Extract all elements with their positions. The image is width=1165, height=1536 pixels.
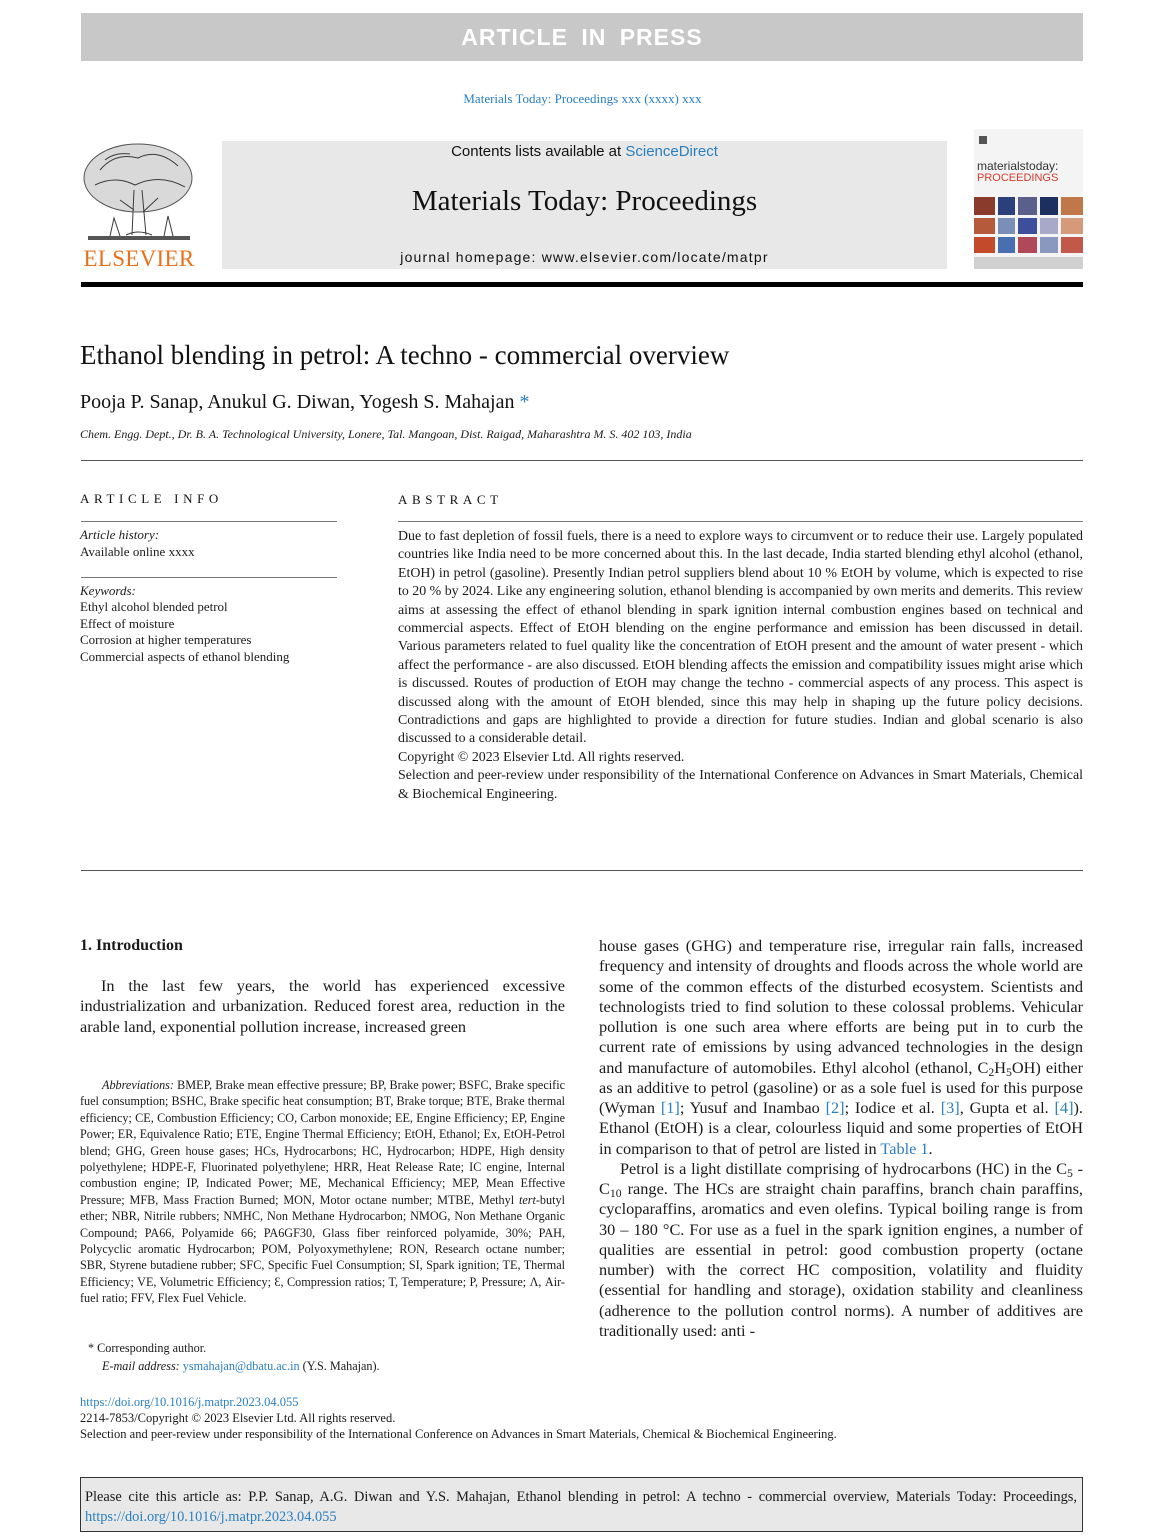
title-rule xyxy=(81,460,1083,461)
issn-line: 2214-7853/Copyright © 2023 Elsevier Ltd. All rights reserved. xyxy=(80,1411,396,1425)
history-value: Available online xxxx xyxy=(80,544,195,559)
authors-text: Pooja P. Sanap, Anukul G. Diwan, Yogesh S. Mahajan xyxy=(80,391,515,413)
doi-link[interactable]: https://doi.org/10.1016/j.matpr.2023.04.055 xyxy=(80,1395,299,1409)
info-rule-top xyxy=(81,521,337,522)
text-run: , Gupta et al. xyxy=(959,1098,1055,1117)
text-run: - C xyxy=(599,1158,1084,1198)
email-label: E-mail address: xyxy=(102,1359,180,1373)
cover-subtitle: PROCEEDINGS xyxy=(977,172,1059,184)
journal-masthead xyxy=(222,141,947,269)
banner-text: ARTICLE IN PRESS xyxy=(461,23,703,50)
affiliation: Chem. Engg. Dept., Dr. B. A. Technological University, Lonere, Tal. Mangoan, Dist. Raigad, Maharashtra M. S. 402 103, India xyxy=(80,427,692,441)
email-suffix: (Y.S. Mahajan). xyxy=(302,1359,380,1373)
corresponding-author-note xyxy=(88,1341,206,1356)
homepage-prefix: journal homepage: xyxy=(400,249,537,265)
text-run: range. The HCs are straight chain paraffins, branch chain paraffins, cycloparaffins, aromatics and even olefins. Typical boiling range is from 30 – 180 °C. For use as a fuel in the spark ignition engines, a number of qualities are essential in petrol: good combustion property (octane number) with the correct HC composition, volatility and fluidity (essential for handling and storage), oxidation stability and cleanliness (adherence to the pollution control norms). A number of additives are traditionally used: anti - xyxy=(599,1179,1083,1340)
citation-link[interactable]: [1] xyxy=(660,1098,680,1117)
journal-cover-thumbnail xyxy=(974,129,1083,269)
abbrev-text-2: -butyl ether; NBR, Nitrile rubbers; NMHC, Non Methane Hydrocarbon; NMOG, Non Methane Organic Compound; PA66, Polyamide 66; PA6GF30, Glass fiber reinforced polyamide, 30%; PAH, Polycyclic aromatic Hydrocarbon; POM, Polyoxymethylene; RON, Research octane number; SBR, Styrene butadiene rubber; SFC, Specific Fuel Consumption; SI, Spark ignition; TE, Thermal Efficiency; VE, Volumetric Efficiency; Ɛ, Compression ratios; T, Temperature; P, Pressure; Λ, Air-fuel ratio; FFV, Flex Fuel Vehicle. xyxy=(80,1192,565,1306)
cover-title-text: materialstoday: xyxy=(977,159,1059,173)
homepage-url[interactable]: www.elsevier.com/locate/matpr xyxy=(541,249,769,265)
homepage-line xyxy=(222,249,947,265)
text-run: ; Yusuf and Inambao xyxy=(679,1098,826,1117)
contents-prefix: Contents lists available at xyxy=(451,143,622,160)
publisher-name: ELSEVIER xyxy=(83,246,195,271)
abstract-paragraph: Due to fast depletion of fossil fuels, there is a need to explore ways to circumvent or to reduce their use. Largely populated countries like India need to be more concerned about this. In the last decade, India started blending ethyl alcohol (ethanol, EtOH) in petrol (gasoline). Presently Indian petrol suppliers blend about 10 % EtOH by volume, which is expected to rise to 20 % by 2024. Like any engineering solution, ethanol blending is accompanied by own merits and demerits. This review aims at assessing the effect of ethanol blending in spark ignition internal combustion engines based on technical and commercial aspects. Effect of EtOH blending on the engine performance and emission has been discussed in detail. Various parameters related to fuel quality like the concentration of EtOH present and the amount of water present - which affect the performance - are also discussed. EtOH blending affects the emission and compatibility issues might arise which is discussed. Routes of production of EtOH may change the techno - commercial aspects of any process. This aspect is discussed along with the amount of EtOH blended, since this may help in shaping up the future policy decisions. Contradictions and gaps are highlighted to provide a direction for future studies. Indian and global scenario is also discussed to a considerable detail. xyxy=(398,529,1083,747)
email-note xyxy=(102,1359,380,1374)
abstract-heading: ABSTRACT xyxy=(398,492,503,507)
intro-paragraph-2 xyxy=(599,936,1083,1159)
text-run: Petrol is a light distillate comprising of hydrocarbons (HC) in the C xyxy=(620,1158,1068,1178)
text-run: . xyxy=(928,1138,933,1158)
citation-link[interactable]: [3] xyxy=(940,1098,960,1117)
abbrev-label: Abbreviations: xyxy=(102,1078,174,1092)
author-list xyxy=(80,391,529,414)
contents-line xyxy=(222,143,947,160)
email-link[interactable]: ysmahajan@dbatu.ac.in xyxy=(182,1359,300,1373)
citation-link[interactable]: [2] xyxy=(825,1098,845,1117)
citation-box xyxy=(80,1477,1083,1532)
info-rule-middle xyxy=(81,577,337,578)
abbreviations-footnote xyxy=(80,1077,565,1307)
masthead-rule xyxy=(81,282,1083,287)
journal-reference[interactable]: Materials Today: Proceedings xxx (xxxx) xxx xyxy=(463,91,702,106)
section-heading-introduction: 1. Introduction xyxy=(80,937,183,954)
abstract-body xyxy=(398,528,1083,804)
abbrev-tert: tert xyxy=(518,1192,536,1207)
text-run: house gases (GHG) and temperature rise, irregular rain falls, increased frequency and intensity of droughts and floods across the whole world are some of the common effects of the disturbed ecosystem. Scientists and technologists tried to find solution to these colossal problems. Vehicular pollution is one such area where efforts are being put in to curb the current rate of emissions by using advanced technologies in the design and manufacture of automobiles. Ethyl alcohol (ethanol, C xyxy=(599,936,1083,1077)
subscript: 2 xyxy=(988,1065,995,1079)
keywords-list xyxy=(80,599,289,665)
cite-text: Please cite this article as: P.P. Sanap, A.G. Diwan and Y.S. Mahajan, Ethanol blending in petrol: A techno - commercial overview, Materials Today: Proceedings, xyxy=(85,1489,1077,1505)
cite-doi-link[interactable]: https://doi.org/10.1016/j.matpr.2023.04.055 xyxy=(85,1509,337,1525)
cover-logo-icon xyxy=(978,135,988,145)
abbrev-text: BMEP, Brake mean effective pressure; BP, Brake power; BSFC, Brake specific fuel consumption; BSHC, Brake specific heat consumption; BT, Brake torque; BTE, Brake thermal efficiency; CE, Combustion Efficiency; CO, Carbon monoxide; EE, Engine Efficiency; EP, Engine Power; ER, Equivalence Ratio; ETE, Engine Thermal Efficiency; EtOH, Ethanol; Ex, EtOH-Petrol blend; GHG, Green house gases; HCs, Hydrocarbons; HC, Hydrocarbon; HDPE, High density polyethylene; HDPE-F, Fluorinated polyethylene; HRR, Heat Release Rate; IC engine, Internal combustion engine; IP, Indicated Power; ME, Mechanical Efficiency; MEP, Mean Effective Pressure; MFB, Mass Fraction Burned; MON, Motor octane number; MTBE, Methyl xyxy=(80,1078,565,1207)
intro-paragraph-3 xyxy=(599,1159,1083,1341)
corr-text: Corresponding author. xyxy=(97,1341,207,1355)
corr-mark: * xyxy=(88,1341,95,1355)
journal-name: Materials Today: Proceedings xyxy=(411,185,758,217)
subscript: 10 xyxy=(609,1186,622,1200)
table-link[interactable]: Table 1 xyxy=(880,1138,929,1158)
cover-title xyxy=(977,161,1083,184)
abstract-rule-top xyxy=(398,521,1083,522)
selection-line: Selection and peer-review under responsibility of the International Conference on Advances in Smart Materials, Chemical & Biochemical Engineering. xyxy=(80,1427,837,1441)
cover-image-grid xyxy=(974,197,1083,269)
article-in-press-banner xyxy=(81,13,1083,61)
history-label: Article history: xyxy=(80,527,160,542)
keywords-label: Keywords: xyxy=(80,583,136,598)
keyword-item: Commercial aspects of ethanol blending xyxy=(80,648,290,664)
text-run: H xyxy=(994,1057,1007,1077)
text-run: ; Iodice et al. xyxy=(844,1098,941,1117)
text-run: OH) either as an additive to petrol (gasoline) or as a sole fuel is used for this purpose (Wyman xyxy=(599,1057,1083,1117)
right-column xyxy=(599,936,1083,1341)
subscript: 5 xyxy=(1067,1166,1073,1180)
keyword-item: Ethyl alcohol blended petrol xyxy=(80,599,228,614)
abstract-selection: Selection and peer-review under responsibility of the International Conference on Advances in Smart Materials, Chemical & Biochemical Engineering. xyxy=(398,768,1083,802)
article-title: Ethanol blending in petrol: A techno - commercial overview xyxy=(80,340,730,370)
citation-link[interactable]: [4] xyxy=(1054,1098,1074,1117)
subscript: 5 xyxy=(1006,1065,1012,1079)
corresponding-author-mark[interactable]: * xyxy=(519,391,530,413)
abstract-rule-bottom xyxy=(81,870,1083,871)
intro-paragraph-1: In the last few years, the world has experienced excessive industrialization and urbanization. Reduced forest area, reduction in the arable land, exponential pollution increase, increased green xyxy=(80,976,565,1036)
abstract-copyright: Copyright © 2023 Elsevier Ltd. All rights reserved. xyxy=(398,749,685,765)
text-run: ). Ethanol (EtOH) is a clear, colourless liquid and some properties of EtOH in comparison to that of petrol are listed in xyxy=(599,1098,1083,1158)
sciencedirect-link[interactable]: ScienceDirect xyxy=(625,143,718,160)
keyword-item: Corrosion at higher temperatures xyxy=(80,632,252,647)
article-info-heading: ARTICLE INFO xyxy=(80,491,223,506)
keyword-item: Effect of moisture xyxy=(80,615,175,631)
